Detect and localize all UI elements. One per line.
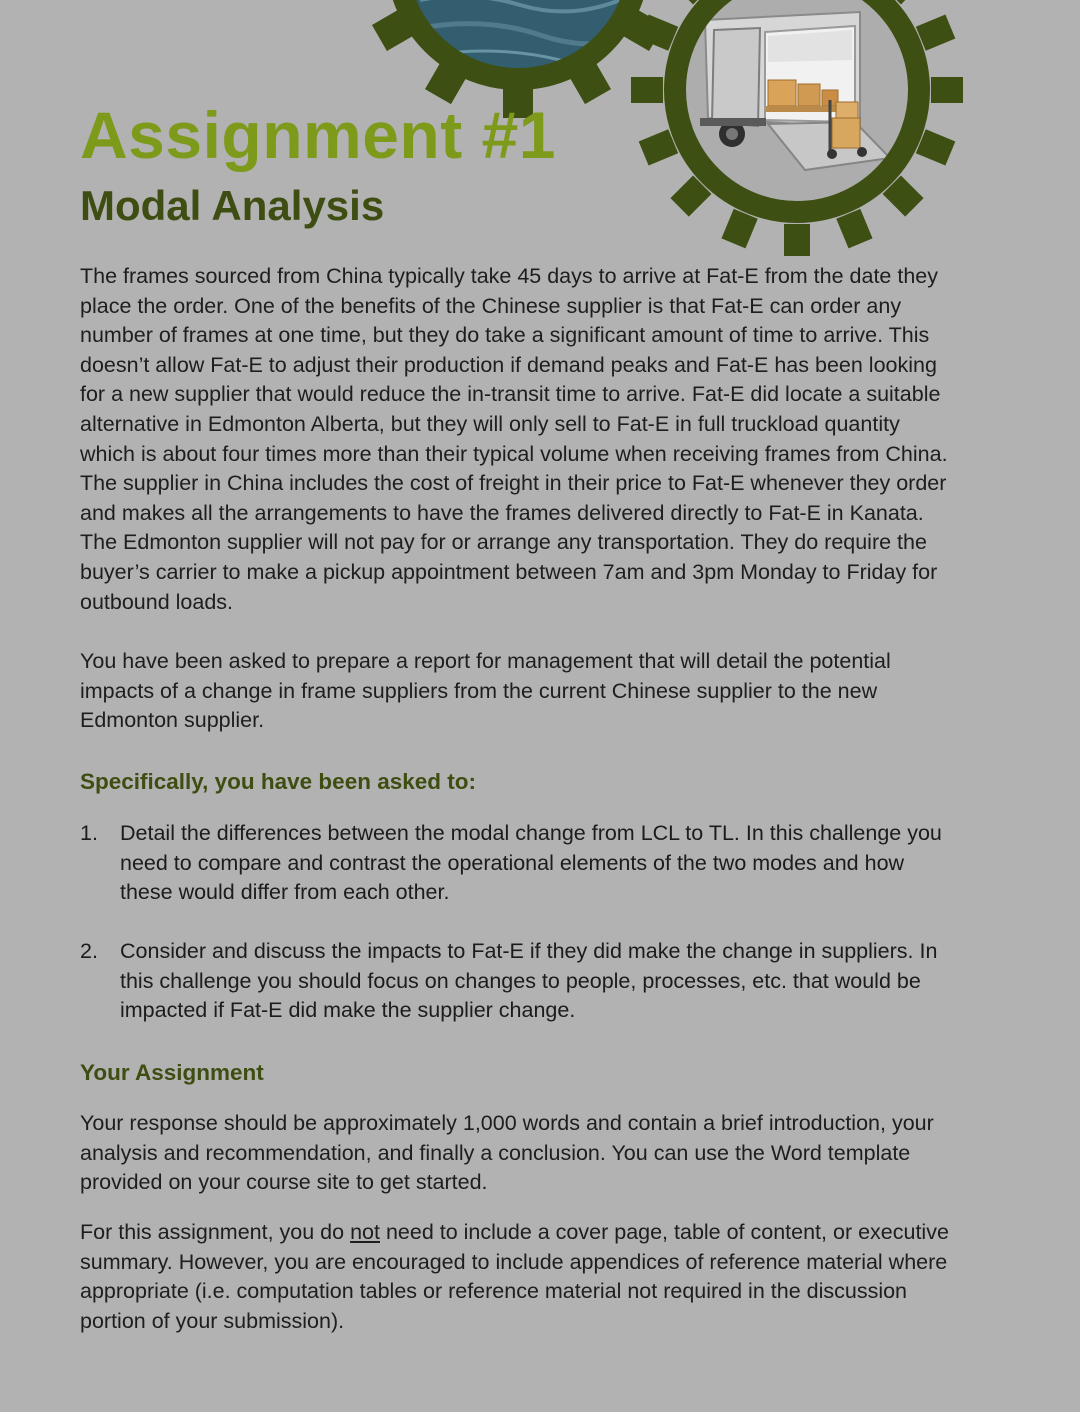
task-list-item-1 — [80, 819, 960, 908]
document-subtitle: Modal Analysis — [80, 182, 385, 229]
task-list-item-2 — [80, 937, 960, 1026]
list-item — [80, 819, 960, 908]
report-paragraph: You have been asked to prepare a report for management that will detail the potential impacts of a change in frame suppliers from the current Chinese supplier to the new Edmonton supplier. — [80, 649, 891, 733]
list-item-number: 1. — [80, 821, 98, 845]
final-paragraph-start: For this assignment, you do — [80, 1220, 351, 1244]
list-item-text: Consider and discuss the impacts to Fat-E if they did make the change in suppliers. In this challenge you should focus on changes to people, processes, etc. that would be impacted if Fat-E did make the supplier change. — [120, 939, 938, 1023]
intro-paragraph: The frames sourced from China typically take 45 days to arrive at Fat-E from the date they place the order. One of the benefits of the Chinese supplier is that Fat-E can order any number of frames at one time, but they do take a significant amount of time to arrive. This doesn’t allow Fat-E to adjust their production if demand peaks and Fat-E has been looking for a new supplier that would reduce the in-transit time to arrive. Fat-E did locate a suitable alternative in Edmonton Alberta, but they will only sell to Fat-E in full truckload quantity which is about four times more than their typical volume when receiving frames from China. The supplier in China includes the cost of freight in their price to Fat-E whenever they order and makes all the arrangements to have the frames delivered directly to Fat-E in Kanata. The Edmonton supplier will not pay for or arrange any transportation. They do require the buyer’s carrier to make a pickup appointment between 7am and 3pm Monday to Friday for outbound loads. — [80, 264, 948, 614]
list-item-text: Detail the differences between the modal change from LCL to TL. In this challenge you need to compare and contrast the operational elements of the two modes and how these would differ from each other. — [120, 821, 942, 905]
document-title: Assignment #1 — [80, 98, 556, 172]
assignment-heading: Your Assignment — [80, 1060, 264, 1085]
final-paragraph-end: need to include a cover page, table of content, or executive summary. However, you are encouraged to include appendices of reference material where appropriate (i.e. computation tables or reference material not required in the discussion portion of your submission). — [80, 1220, 949, 1333]
specific-heading: Specifically, you have been asked to: — [80, 769, 476, 794]
list-item-number: 2. — [80, 939, 98, 963]
response-paragraph: Your response should be approximately 1,000 words and contain a brief introduction, your analysis and recommendation, and finally a conclusion. You can use the Word template provided on your course site to get started. — [80, 1111, 934, 1195]
final-paragraph — [80, 1218, 960, 1336]
list-item — [80, 937, 960, 1026]
right-gear-icon — [631, 0, 963, 256]
underlined-not: not — [350, 1220, 380, 1244]
